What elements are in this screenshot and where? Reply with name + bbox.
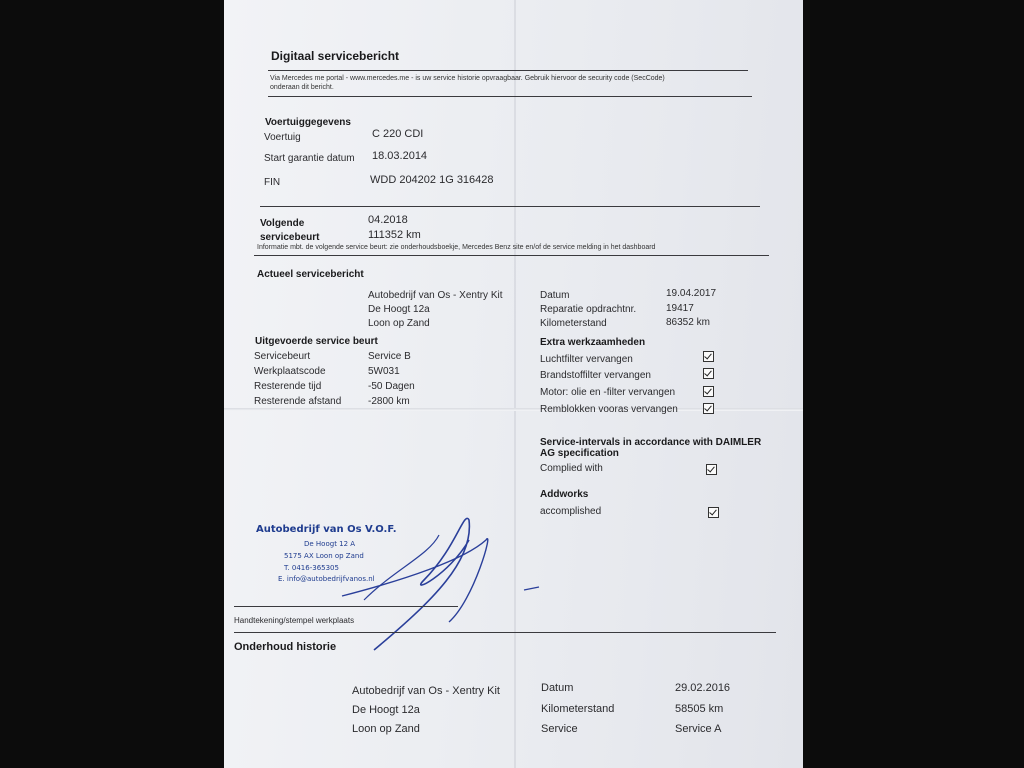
section-heading: AG specification xyxy=(540,448,619,459)
next-service-label: servicebeurt xyxy=(260,232,320,243)
detail-label: Datum xyxy=(540,290,570,301)
field-value: 18.03.2014 xyxy=(372,150,428,162)
field-label: FIN xyxy=(264,177,281,188)
field-label: Werkplaatscode xyxy=(254,366,326,377)
field-value: -50 Dagen xyxy=(368,381,415,392)
signature-label: Handtekening/stempel werkplaats xyxy=(234,616,355,625)
garage-street: De Hoogt 12a xyxy=(352,704,420,716)
document-title: Digitaal servicebericht xyxy=(271,49,400,63)
stamp-line: De Hoogt 12 A xyxy=(304,540,356,548)
addworks-item: accomplished xyxy=(540,506,602,517)
section-heading: Service-intervals in accordance with DAIMLER xyxy=(540,437,762,448)
field-value: Service B xyxy=(368,351,411,362)
detail-value: 19417 xyxy=(666,303,694,314)
next-service-info: Informatie mbt. de volgende service beurt: zie onderhoudsboekje, Mercedes Benz site en/of de service melding in het dashboard xyxy=(257,244,656,251)
divider xyxy=(234,632,776,633)
intro-text: onderaan dit bericht. xyxy=(270,84,334,91)
detail-label: Kilometerstand xyxy=(541,703,615,715)
extra-item: Brandstoffilter vervangen xyxy=(540,370,651,381)
field-label: Servicebeurt xyxy=(254,351,311,362)
detail-value: Service A xyxy=(675,723,722,735)
section-heading: Onderhoud historie xyxy=(234,641,337,653)
detail-value: 58505 km xyxy=(675,703,724,715)
field-value: WDD 204202 1G 316428 xyxy=(370,174,494,186)
garage-name: Autobedrijf van Os - Xentry Kit xyxy=(352,685,500,697)
field-value: C 220 CDI xyxy=(372,128,424,140)
extra-item: Motor: olie en -filter vervangen xyxy=(540,387,676,398)
section-heading: Voertuiggegevens xyxy=(265,117,351,128)
interval-item: Complied with xyxy=(540,463,603,474)
detail-label: Service xyxy=(541,723,578,735)
next-service-km: 111352 km xyxy=(368,229,421,241)
field-label: Start garantie datum xyxy=(264,153,355,164)
section-heading: Actueel servicebericht xyxy=(257,269,364,280)
section-heading: Extra werkzaamheden xyxy=(540,337,646,348)
next-service-date: 04.2018 xyxy=(368,214,408,226)
garage-city: Loon op Zand xyxy=(352,723,420,735)
garage-city: Loon op Zand xyxy=(368,318,430,329)
field-label: Resterende tijd xyxy=(254,381,322,392)
stamp-company-name: Autobedrijf van Os V.O.F. xyxy=(256,524,397,535)
next-service-label: Volgende xyxy=(260,218,305,229)
detail-value: 19.04.2017 xyxy=(666,288,717,299)
garage-street: De Hoogt 12a xyxy=(368,304,430,315)
detail-label: Kilometerstand xyxy=(540,318,607,329)
extra-item: Luchtfilter vervangen xyxy=(540,354,633,365)
detail-value: 29.02.2016 xyxy=(675,682,731,694)
stamp-line: 5175 AX Loon op Zand xyxy=(284,552,364,560)
signature-line xyxy=(234,606,458,607)
detail-value: 86352 km xyxy=(666,317,710,328)
field-label: Voertuig xyxy=(264,132,301,143)
garage-name: Autobedrijf van Os - Xentry Kit xyxy=(368,290,503,301)
section-heading: Addworks xyxy=(540,489,589,500)
stamp-line: E. info@autobedrijfvanos.nl xyxy=(278,575,375,583)
detail-label: Reparatie opdrachtnr. xyxy=(540,304,637,315)
detail-label: Datum xyxy=(541,682,574,694)
intro-text: Via Mercedes me portal - www.mercedes.me - is uw service historie opvraagbaar. Gebruik hiervoor de security code (SecCode) xyxy=(270,75,665,82)
field-value: -2800 km xyxy=(368,396,410,407)
field-value: 5W031 xyxy=(368,366,400,377)
section-heading: Uitgevoerde service beurt xyxy=(255,336,378,347)
stamp-line: T. 0416-365305 xyxy=(284,564,339,572)
extra-item: Remblokken vooras vervangen xyxy=(540,404,678,415)
service-document xyxy=(224,0,803,768)
field-label: Resterende afstand xyxy=(254,396,342,407)
